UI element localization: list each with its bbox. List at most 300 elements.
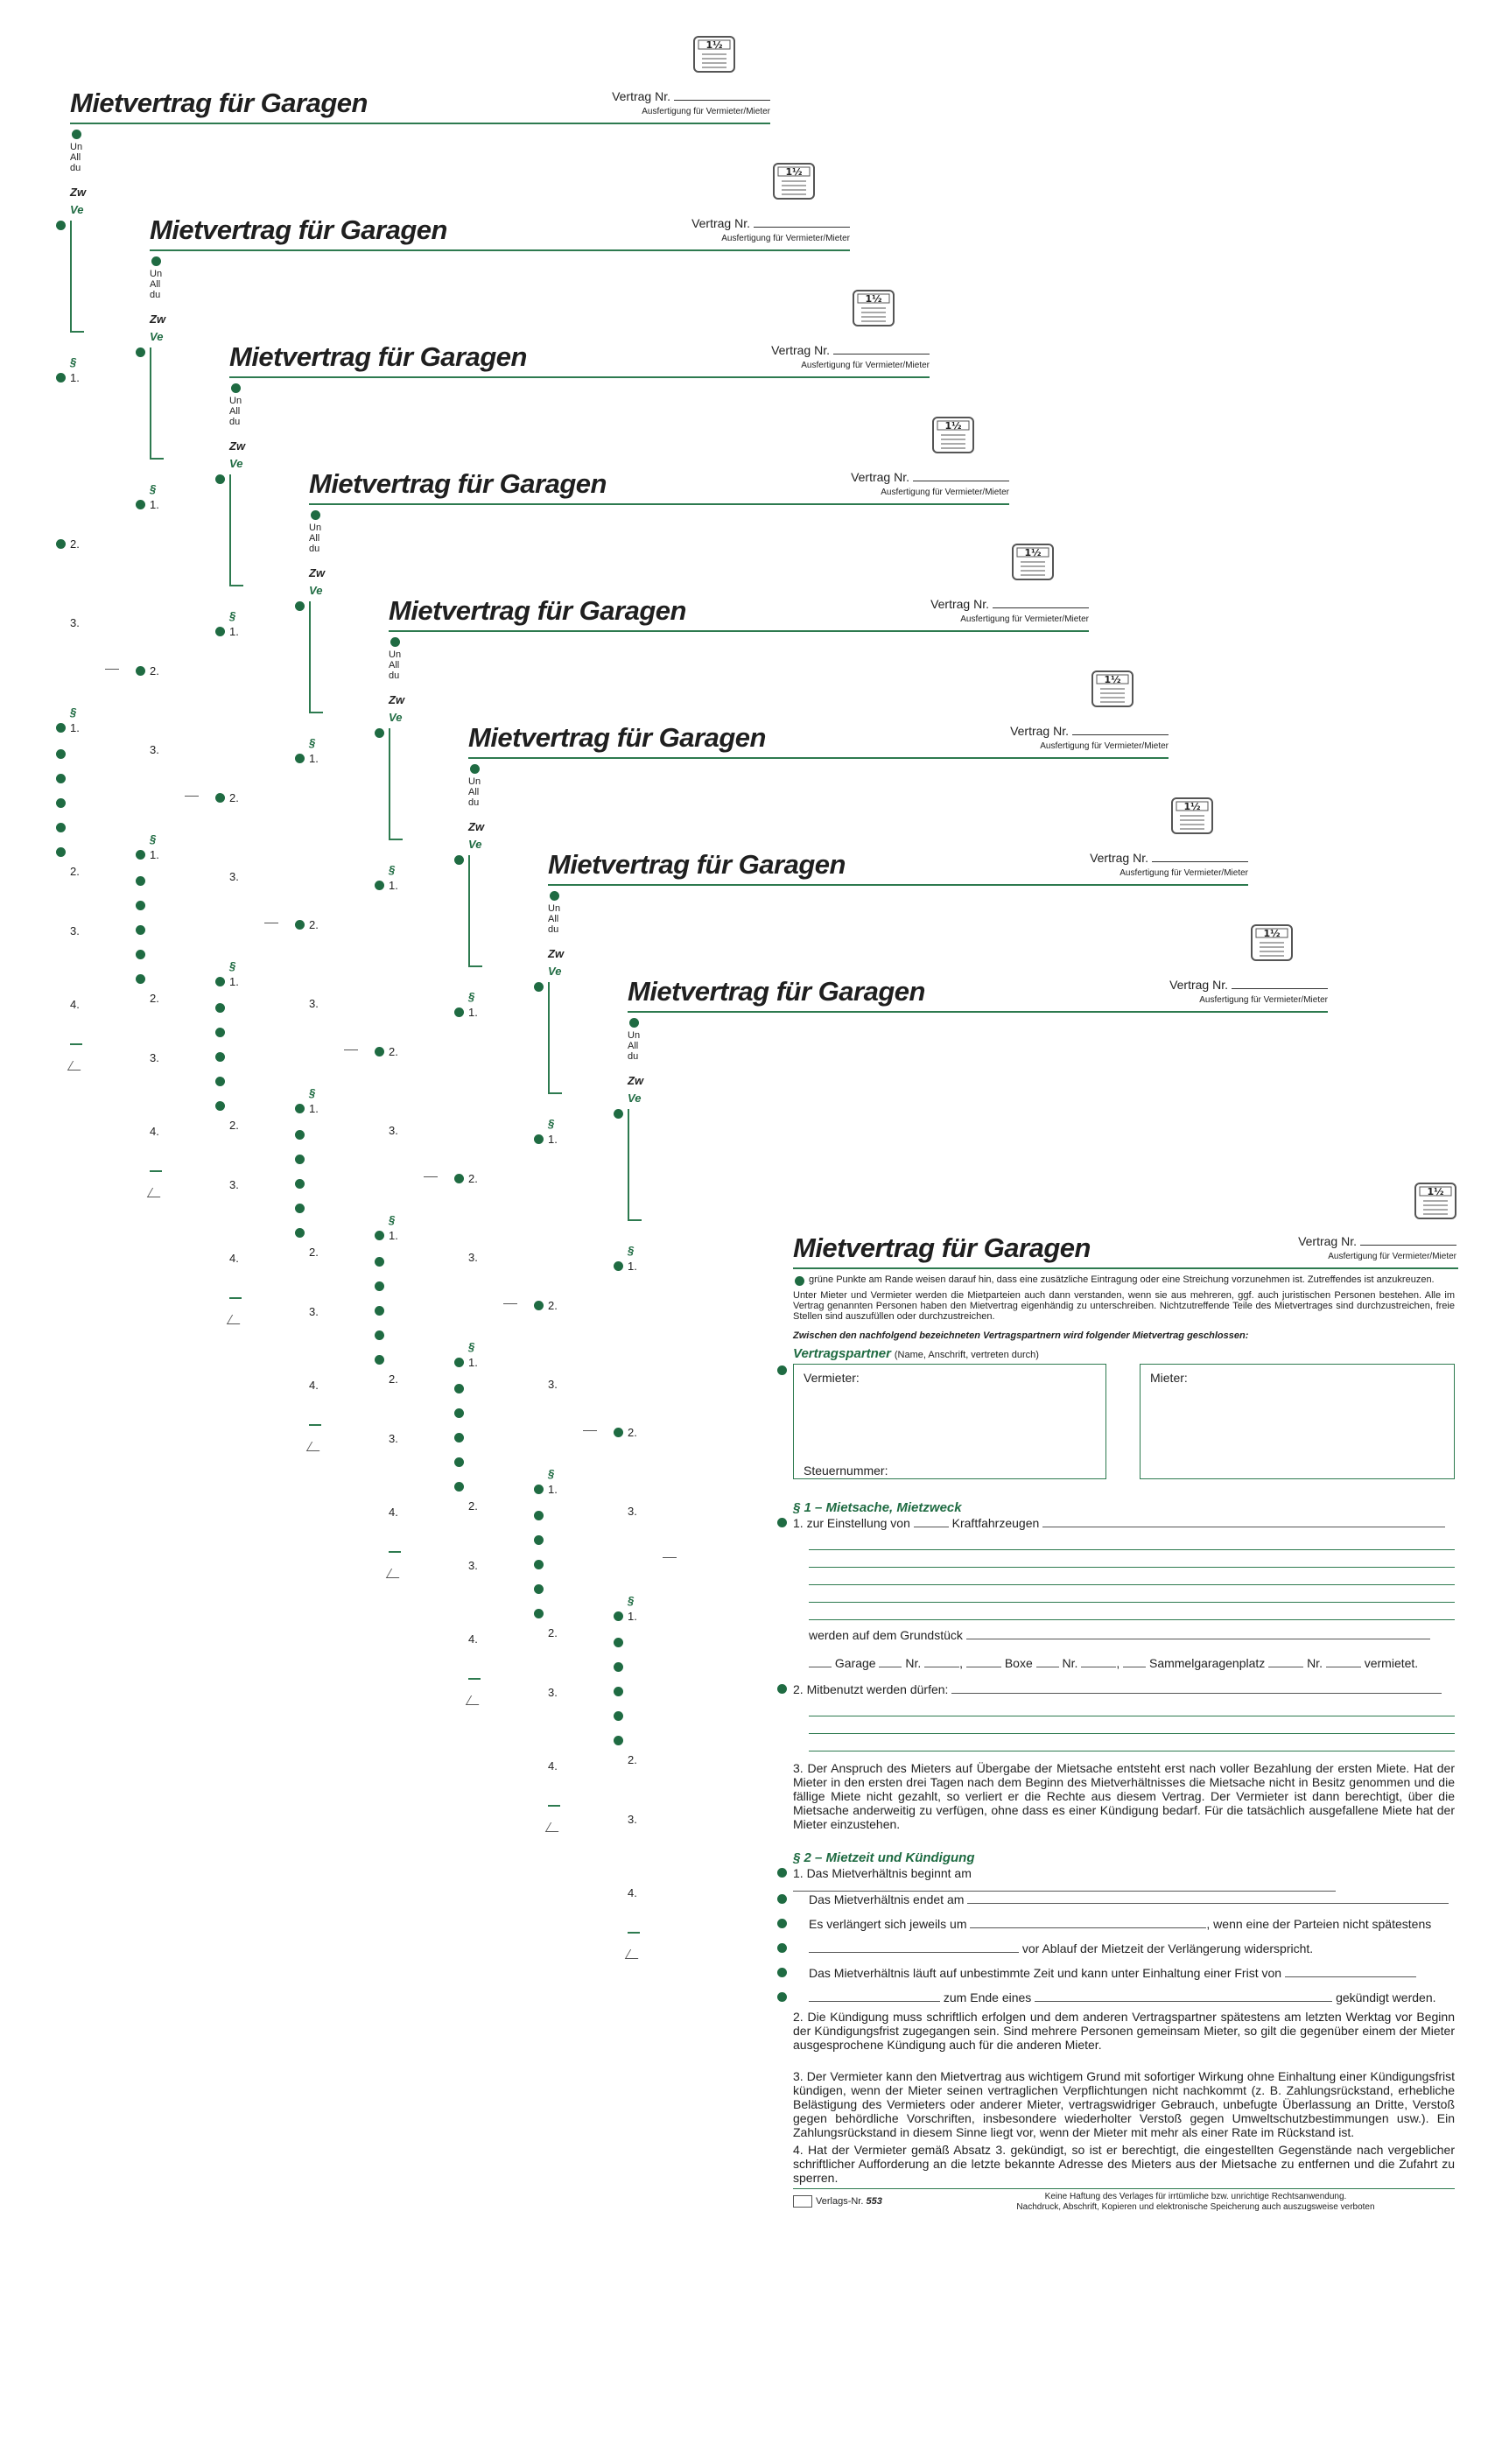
frag-n1: 1. [150,498,159,511]
green-dot [375,1306,384,1316]
frag-du: du [548,924,559,935]
frag-dash [468,1678,481,1680]
s2-end: zum Ende eines gekündigt werden. [809,1990,1436,2004]
frag-al: All [628,1041,639,1051]
frag-du: du [389,670,400,681]
green-dot [534,1301,544,1310]
contract-number: Vertrag Nr. [1298,1234,1456,1248]
s2-3: 3. Der Vermieter kann den Mietvertrag aus wichtigem Grund mit sofortiger Wirkung ohne Einhaltung einer Kündigungsfrist kündigen, wenn der Mieter seinen vertraglichen Verpflichtungen nicht nachkommt (z. B. Zahlungsrückstand, erhebliche Belästigung des Vermieters oder anderer Mieter, vertragswidriger Gebrauch, unbefugte Überlassung an Dritte, Verstoß gegen behördliche Vorschriften, insbesondere wiederholter Verstoß gegen Umweltschutzbestimmungen usw.). Ein Zahlungsrückstand in diesem Sinne liegt vor, wenn der Mieter mit mehr als einer Rate im Rückstand ist. [793,2069,1455,2139]
green-dot [311,510,320,520]
frag-n4: 4. [628,1886,637,1899]
between-text: Zwischen den nachfolgend bezeichneten Vertragspartnern wird folgender Mietvertrag geschlossen: [793,1330,1249,1341]
title-rule [468,757,1169,759]
green-dot [215,1028,225,1037]
green-dot [454,855,464,865]
green-dot [777,1943,787,1953]
green-dot [375,1355,384,1365]
green-dot [375,728,384,738]
frag-dash [70,1043,82,1045]
publisher-logo-icon [1169,795,1215,839]
frag-dash [229,1297,242,1299]
s2-2: 2. Die Kündigung muss schriftlich erfolgen und dem anderen Vertragspartner spätestens am letzten Werktag vor Beginn der Kündigungsfrist zugegangen sein. Sind mehrere Personen gemeinsam Mieter, so gilt die gegenüber einem der Mieter ausgesprochene Kündigung auch für die anderen Mieter. [793,2010,1455,2052]
title-rule [70,123,770,124]
contract-number: Vertrag Nr. [1010,724,1169,738]
green-dot [777,1518,787,1527]
green-dot [295,1155,305,1164]
frag-zw: Zw [309,566,326,579]
document-title: Mietvertrag für Garagen [628,976,925,1007]
green-dot [454,1358,464,1367]
frag-dash [628,1932,640,1934]
frag-para: § [389,1213,396,1226]
green-dot [136,666,145,676]
document-title: Mietvertrag für Garagen [309,468,607,499]
frag-para: § [628,1244,635,1257]
frag-ve: Ve [628,1092,642,1105]
s2-ext: Es verlängert sich jeweils um , wenn eine der Parteien nicht spätestens [809,1917,1432,1931]
contract-number: Vertrag Nr. [771,343,930,357]
title-rule [389,630,1089,632]
document-title: Mietvertrag für Garagen [389,595,686,626]
green-dot [454,1433,464,1443]
frag-n1: 1. [628,1610,637,1623]
frag-para: § [548,1117,555,1130]
frag-n2: 2. [150,992,159,1005]
green-dot [534,1134,544,1144]
green-dot [215,1003,225,1013]
svg-text:1½: 1½ [1183,801,1201,812]
green-dot [56,823,66,832]
frag-du: du [468,797,480,808]
green-dot [136,500,145,509]
green-dot [295,1104,305,1113]
frag-n2: 2. [548,1299,558,1312]
svg-text:1½: 1½ [1263,928,1281,939]
frag-dash [663,1557,677,1558]
frag-ve: Ve [150,330,164,343]
partner-box-edge [628,1109,642,1221]
green-dot [534,1609,544,1618]
title-rule [229,376,930,378]
green-dot [454,1384,464,1393]
frag-un: Un [548,903,561,914]
partner-box-edge [70,221,84,333]
frag-n3: 3. [628,1813,637,1826]
green-dot [614,1687,623,1696]
contract-number: Vertrag Nr. [612,89,770,103]
copy-label: Ausfertigung für Vermieter/Mieter [801,361,930,370]
green-dot [777,1868,787,1878]
frag-n1: 1. [389,1229,398,1242]
frag-n2: 2. [468,1172,478,1185]
s1-2: 2. Mitbenutzt werden dürfen: [793,1682,1455,1696]
frag-n3: 3. [150,1051,159,1064]
green-dot [614,1611,623,1621]
title-rule [548,884,1248,886]
frag-un: Un [229,396,242,406]
frag-n1: 1. [70,721,80,734]
publisher-mark-icon [227,1315,245,1324]
green-dot [295,1204,305,1213]
frag-un: Un [309,523,322,533]
frag-n3: 3. [309,1305,319,1318]
green-dot [136,901,145,910]
frag-para: § [229,609,236,622]
publisher-mark-icon [67,1061,86,1071]
frag-zw: Zw [468,820,485,833]
frag-n3: 3. [70,616,80,629]
green-dot [375,1330,384,1340]
s1-garage: Garage Nr. , Boxe Nr. , Sammelgaragenplatz Nr. vermietet. [809,1656,1418,1670]
green-dot [151,256,161,266]
frag-n4: 4. [468,1632,478,1646]
green-dot [390,637,400,647]
frag-n1: 1. [389,879,398,892]
green-dot [215,1077,225,1086]
frag-n4: 4. [150,1125,159,1138]
green-dot [534,1511,544,1520]
green-dot [614,1662,623,1672]
frag-n2: 2. [389,1045,398,1058]
green-dot [56,539,66,549]
title-rule [793,1267,1458,1269]
document-title: Mietvertrag für Garagen [548,849,846,880]
frag-para: § [389,863,396,876]
svg-text:1½: 1½ [1104,674,1121,685]
contract-number: Vertrag Nr. [1169,978,1328,992]
green-dot [215,1052,225,1062]
frag-du: du [150,290,161,300]
publisher-logo-icon [1249,922,1295,965]
green-dot [72,130,81,139]
green-dot [454,1007,464,1017]
frag-dash [548,1805,560,1807]
green-dot [231,383,241,393]
green-dot [295,1228,305,1238]
document-title: Mietvertrag für Garagen [229,341,527,372]
s2-1: 1. Das Mietverhältnis beginnt am [793,1866,1458,1894]
frag-n3: 3. [548,1686,558,1699]
green-dot [136,850,145,860]
frag-un: Un [628,1030,641,1041]
green-dot [56,774,66,783]
frag-dash [150,1170,162,1172]
green-dot [56,798,66,808]
frag-du: du [628,1051,639,1062]
frag-n3: 3. [389,1124,398,1137]
green-dot [454,1408,464,1418]
s2-ext-c: vor Ablauf der Mietzeit der Verlängerung widerspricht. [809,1941,1313,1955]
s1-grund: werden auf dem Grundstück [809,1628,1430,1642]
frag-n1: 1. [468,1356,478,1369]
green-dot [777,1894,787,1904]
frag-n4: 4. [309,1379,319,1392]
green-dot [534,982,544,992]
frag-ve: Ve [468,838,482,851]
s2-head: § 2 – Mietzeit und Kündigung [793,1850,975,1865]
publisher-logo-icon [771,160,817,204]
frag-n4: 4. [548,1759,558,1773]
green-dot [777,1919,787,1928]
publisher-mark-icon [386,1569,404,1578]
frag-n2: 2. [548,1626,558,1639]
green-dot [375,1047,384,1057]
frag-n1: 1. [309,1102,319,1115]
frag-n1: 1. [548,1483,558,1496]
frag-al: All [548,914,559,924]
frag-un: Un [150,269,163,279]
green-dot [795,1276,804,1286]
svg-text:1½: 1½ [705,39,723,51]
green-dot [470,764,480,774]
frag-al: All [389,660,400,670]
frag-n3: 3. [309,997,319,1010]
frag-un: Un [70,142,83,152]
s1-3: 3. Der Anspruch des Mieters auf Übergabe der Mietsache entsteht erst nach voller Bezahlung der ersten Miete. Hat der Mieter in den ersten drei Tagen nach dem Beginn des Mietverhältnisses die Mietsache nicht in Besitz genommen und die fällige Miete nicht gezahlt, so verliert er die Rechte aus diesem Vertrag. Der Vermieter ist dann berechtigt, über die Mietsache anderweitig zu verfügen, ohne dass es einer Kündigung bedarf. Für die tatsächlich ausgefallene Miete hat der Mieter einzustehen. [793,1761,1455,1831]
frag-n3: 3. [229,1178,239,1191]
frag-para: § [150,482,157,495]
green-dot [375,1257,384,1267]
publisher-logo-icon [851,287,896,331]
s2-4: 4. Hat der Vermieter gemäß Absatz 3. gekündigt, so ist er berechtigt, die eingestellten Gegenstände nach vergeblicher schriftlicher Aufforderung an die letzte bekannte Adresse des Mieters aus der Mietsache zu entfernen und die Zufahrt zu sperren. [793,2143,1455,2185]
green-dot [777,1684,787,1694]
green-dot [136,347,145,357]
title-rule [150,249,850,251]
frag-n3: 3. [389,1432,398,1445]
publisher-logo-icon [930,414,976,458]
frag-para: § [70,355,77,369]
partner-box-edge [548,982,562,1094]
frag-n1: 1. [468,1006,478,1019]
frag-n3: 3. [548,1378,558,1391]
title-rule [309,503,1009,505]
frag-n1: 1. [229,975,239,988]
frag-para: § [468,990,475,1003]
publisher-logo-icon [691,33,737,77]
tax-label: Steuernummer: [804,1464,888,1478]
frag-n2: 2. [309,1246,319,1259]
frag-zw: Zw [229,439,246,453]
green-dot [136,974,145,984]
green-dot [295,1179,305,1189]
frag-dash [583,1430,597,1431]
svg-text:1½: 1½ [1024,547,1042,558]
green-dot [375,881,384,890]
svg-text:1½: 1½ [1427,1186,1444,1197]
copy-label: Ausfertigung für Vermieter/Mieter [1119,868,1248,878]
document-title: Mietvertrag für Garagen [793,1232,1091,1263]
frag-du: du [309,544,320,554]
publisher-logo-icon [1090,668,1135,712]
frag-n1: 1. [628,1260,637,1273]
contract-number: Vertrag Nr. [930,597,1089,611]
frag-n4: 4. [229,1252,239,1265]
contract-number: Vertrag Nr. [691,216,850,230]
green-dot [534,1560,544,1569]
document-title: Mietvertrag für Garagen [150,214,447,245]
frag-al: All [150,279,161,290]
green-dot [215,793,225,803]
front-form [793,1186,1458,2213]
footer-note-1: Keine Haftung des Verlages für irrtümliche bzw. unrichtige Rechtsanwendung. [1044,2192,1347,2201]
frag-n2: 2. [150,664,159,677]
frag-al: All [309,533,320,544]
frag-ve: Ve [70,203,84,216]
frag-n1: 1. [309,752,319,765]
publisher-mark-icon [793,2195,812,2208]
publisher-logo-icon [1413,1180,1458,1224]
publisher-mark-icon [147,1188,165,1197]
green-dot [295,754,305,763]
copy-label: Ausfertigung für Vermieter/Mieter [881,488,1009,497]
publisher-mark-icon [545,1822,564,1832]
frag-n1: 1. [70,371,80,384]
document-title: Mietvertrag für Garagen [468,722,766,753]
publisher-mark-icon [466,1695,484,1705]
frag-zw: Zw [70,186,87,199]
frag-n2: 2. [389,1372,398,1386]
intro-green: grüne Punkte am Rande weisen darauf hin, dass eine zusätzliche Eintragung oder eine Streichung vorzunehmen ist. Zutreffendes ist anzukreuzen. [809,1274,1435,1285]
copy-label: Ausfertigung für Vermieter/Mieter [960,614,1089,624]
green-dot [295,601,305,611]
frag-n2: 2. [628,1426,637,1439]
partner-box-edge [229,474,243,586]
green-dot [614,1736,623,1745]
s1-head: § 1 – Mietsache, Mietzweck [793,1500,962,1515]
frag-un: Un [468,776,481,787]
footer-verlag: Verlags-Nr. 553 [793,2195,882,2208]
frag-dash [344,1049,358,1050]
frag-n3: 3. [468,1559,478,1572]
frag-dash [185,796,199,797]
green-dot [454,1174,464,1183]
partners-head: Vertragspartner (Name, Anschrift, vertreten durch) [793,1346,1039,1361]
intro-text: Unter Mieter und Vermieter werden die Mietparteien auch dann verstanden, wenn sie aus mehreren, ggf. auch juristischen Personen bestehen. Alle im Vertrag genannten Personen haben den Mietvertrag eigenhändig zu unterschreiben. Nichtzutreffende Teile des Mietvertrages sind durchzustreichen, freie Stellen sind auszufüllen oder durchzustreichen. [793,1290,1455,1322]
green-dot [136,876,145,886]
green-dot [629,1018,639,1028]
title-rule [628,1011,1328,1013]
frag-n3: 3. [229,870,239,883]
frag-dash [105,669,119,670]
frag-dash [309,1424,321,1426]
contract-number: Vertrag Nr. [1090,851,1248,865]
green-dot [215,474,225,484]
frag-para: § [70,706,77,719]
partner-box-edge [389,728,403,840]
frag-para: § [309,1086,316,1099]
frag-para: § [150,832,157,846]
partner-box-edge [150,347,164,460]
publisher-logo-icon [1010,541,1056,585]
document-title: Mietvertrag für Garagen [70,88,368,118]
frag-ve: Ve [309,584,323,597]
s2-unbest: Das Mietverhältnis läuft auf unbestimmte Zeit und kann unter Einhaltung einer Frist von [809,1966,1416,1980]
frag-n1: 1. [229,625,239,638]
frag-ve: Ve [229,457,243,470]
frag-n4: 4. [70,998,80,1011]
green-dot [454,1457,464,1467]
frag-para: § [229,959,236,972]
frag-zw: Zw [548,947,565,960]
frag-ve: Ve [548,965,562,978]
green-dot [375,1231,384,1240]
footer-note-2: Nachdruck, Abschrift, Kopieren und elektronische Speicherung auch auszugsweise verboten [1016,2202,1375,2212]
copy-label: Ausfertigung für Vermieter/Mieter [721,234,850,243]
green-dot [534,1535,544,1545]
frag-dash [503,1303,517,1304]
green-dot [215,977,225,986]
green-dot [614,1261,623,1271]
frag-n3: 3. [628,1505,637,1518]
publisher-mark-icon [625,1949,643,1959]
green-dot [454,1482,464,1492]
publisher-mark-icon [306,1442,325,1451]
green-dot [550,891,559,901]
svg-text:1½: 1½ [785,166,803,178]
frag-n4: 4. [389,1506,398,1519]
frag-al: All [468,787,480,797]
green-dot [215,627,225,636]
frag-n2: 2. [229,1119,239,1132]
s2-ends: Das Mietverhältnis endet am [809,1892,1449,1906]
green-dot [136,950,145,959]
frag-dash [424,1176,438,1177]
frag-n3: 3. [150,743,159,756]
svg-text:1½: 1½ [865,293,882,305]
frag-n2: 2. [70,537,80,551]
contract-number: Vertrag Nr. [851,470,1009,484]
frag-n2: 2. [628,1753,637,1766]
green-dot [777,1968,787,1977]
frag-n2: 2. [309,918,319,931]
frag-dash [389,1551,401,1553]
frag-para: § [309,736,316,749]
copy-label: Ausfertigung für Vermieter/Mieter [1199,995,1328,1005]
green-dot [614,1428,623,1437]
frag-para: § [548,1467,555,1480]
copy-label: Ausfertigung für Vermieter/Mieter [1328,1252,1456,1261]
green-dot [777,1992,787,2002]
green-dot [215,1101,225,1111]
frag-n1: 1. [150,848,159,861]
frag-al: All [229,406,241,417]
green-dot [614,1109,623,1119]
frag-zw: Zw [628,1074,644,1087]
frag-n3: 3. [70,924,80,937]
green-dot [56,723,66,733]
frag-para: § [468,1340,475,1353]
green-dot [56,373,66,383]
frag-al: All [70,152,81,163]
s1-1: 1. zur Einstellung von Kraftfahrzeugen [793,1516,1455,1530]
landlord-label: Vermieter: [804,1371,860,1385]
frag-zw: Zw [150,312,166,326]
green-dot [375,1281,384,1291]
frag-zw: Zw [389,693,405,706]
green-dot [136,925,145,935]
green-dot [295,920,305,930]
frag-n3: 3. [468,1251,478,1264]
green-dot [614,1638,623,1647]
green-dot [56,221,66,230]
green-dot [534,1584,544,1594]
green-dot [56,847,66,857]
copy-label: Ausfertigung für Vermieter/Mieter [642,107,770,116]
green-dot [534,1485,544,1494]
frag-ve: Ve [389,711,403,724]
frag-n1: 1. [548,1133,558,1146]
green-dot [295,1130,305,1140]
